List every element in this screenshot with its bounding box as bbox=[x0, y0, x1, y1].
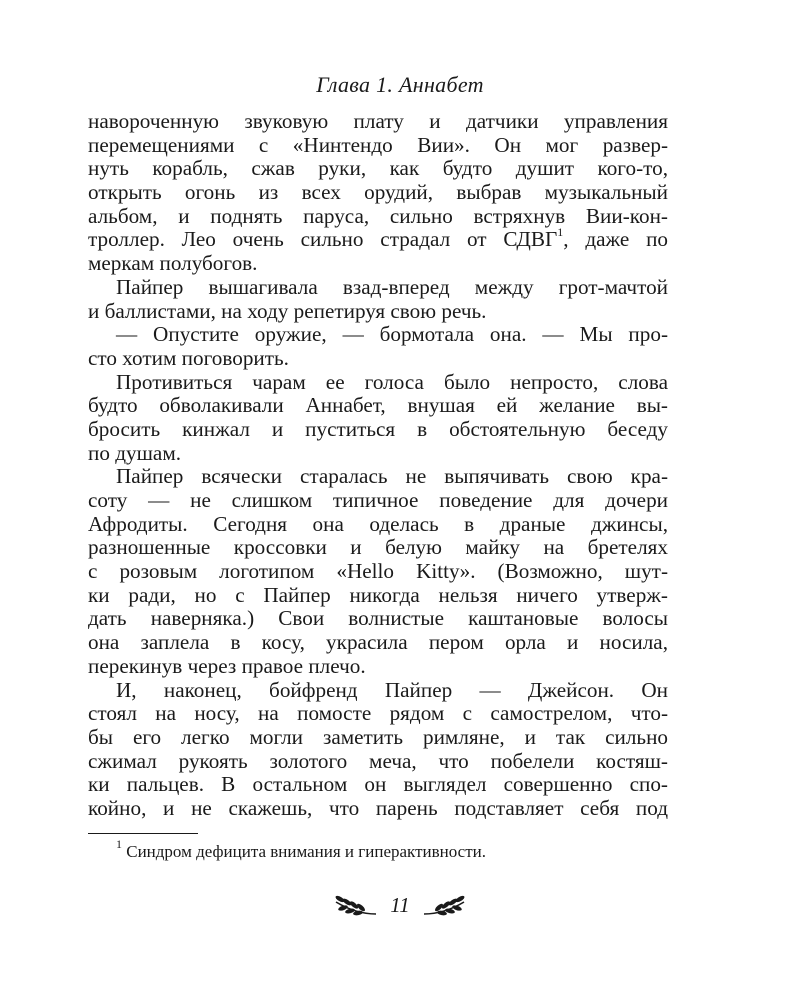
text-line: И, наконец, бойфренд Пайпер — Джейсон. Он bbox=[116, 677, 668, 702]
text-line: меркам полубогов. bbox=[88, 251, 258, 276]
text-line: койно, и не скажешь, что парень подставляет себя под bbox=[88, 795, 668, 820]
text-line: перекинув через правое плечо. bbox=[88, 653, 366, 678]
text-line: — Опустите оружие, — бормотала она. — Мы про- bbox=[116, 322, 668, 347]
text-line: по душам. bbox=[88, 440, 182, 465]
text-line: нуть корабль, сжав руки, как будто душит кого-то, bbox=[88, 156, 668, 181]
text-line: соту — не слишком типичное поведение для дочери bbox=[88, 488, 668, 512]
text-line: дать наверняка.) Свои волнистые каштановые волосы bbox=[88, 606, 668, 631]
text-line: ки пальцев. В остальном он выглядел совершенно спо- bbox=[88, 772, 668, 797]
footnote-text: Синдром дефицита внимания и гиперактивности. bbox=[122, 842, 486, 861]
text-line: альбом, и поднять паруса, сильно встряхнув Вии-кон- bbox=[88, 203, 668, 228]
laurel-right-icon bbox=[422, 892, 468, 918]
laurel-left-icon bbox=[332, 892, 378, 918]
text-line: перемещениями с «Нинтендо Вии». Он мог развер- bbox=[88, 132, 668, 157]
footnote-ref: 1 bbox=[557, 225, 564, 240]
text-line: Противиться чарам ее голоса было непросто, слова bbox=[116, 369, 668, 394]
text-line: ки ради, но с Пайпер никогда нельзя ничего утверж- bbox=[88, 582, 668, 607]
text-line: с розовым логотипом «Hello Kitty». (Возможно, шут- bbox=[88, 559, 668, 584]
text-segment: троллер. Лео очень сильно страдал от СДВГ bbox=[88, 227, 558, 252]
text-line: разношенные кроссовки и белую майку на бретелях bbox=[88, 535, 668, 560]
text-line: и баллистами, на ходу репетируя свою речь. bbox=[88, 298, 487, 323]
text-line: Афродиты. Сегодня она оделась в драные джинсы, bbox=[88, 511, 668, 536]
text-line: навороченную звуковую плату и датчики управления bbox=[88, 109, 668, 133]
page-number-ornament bbox=[0, 892, 800, 918]
text-line: будто обволакивали Аннабет, внушая ей желание вы- bbox=[88, 393, 668, 418]
text-segment: , даже по bbox=[563, 227, 669, 252]
text-line: открыть огонь из всех орудий, выбрав музыкальный bbox=[88, 180, 668, 205]
footnote bbox=[116, 837, 486, 862]
text-line-with-footnote bbox=[88, 225, 669, 252]
footnote-marker: 1 bbox=[116, 837, 122, 852]
text-line: Пайпер всячески старалась не выпячивать свою кра- bbox=[116, 464, 668, 489]
text-line: Пайпер вышагивала взад-вперед между грот-мачтой bbox=[116, 274, 668, 299]
text-line: сжимал рукоять золотого меча, что побелели костяш- bbox=[88, 748, 668, 773]
text-line: она заплела в косу, украсила пером орла и носила, bbox=[88, 630, 668, 655]
running-head: Глава 1. Аннабет bbox=[316, 72, 484, 97]
page-number: 11 bbox=[390, 892, 410, 917]
text-line: бросить кинжал и пуститься в обстоятельную беседу bbox=[88, 416, 668, 441]
body-text bbox=[88, 110, 668, 821]
text-line: бы его легко могли заметить римляне, и так сильно bbox=[88, 724, 668, 749]
footnote-rule bbox=[88, 833, 198, 834]
text-line: стоял на носу, на помосте рядом с самострелом, что- bbox=[88, 701, 668, 726]
text-line: сто хотим поговорить. bbox=[88, 345, 289, 370]
